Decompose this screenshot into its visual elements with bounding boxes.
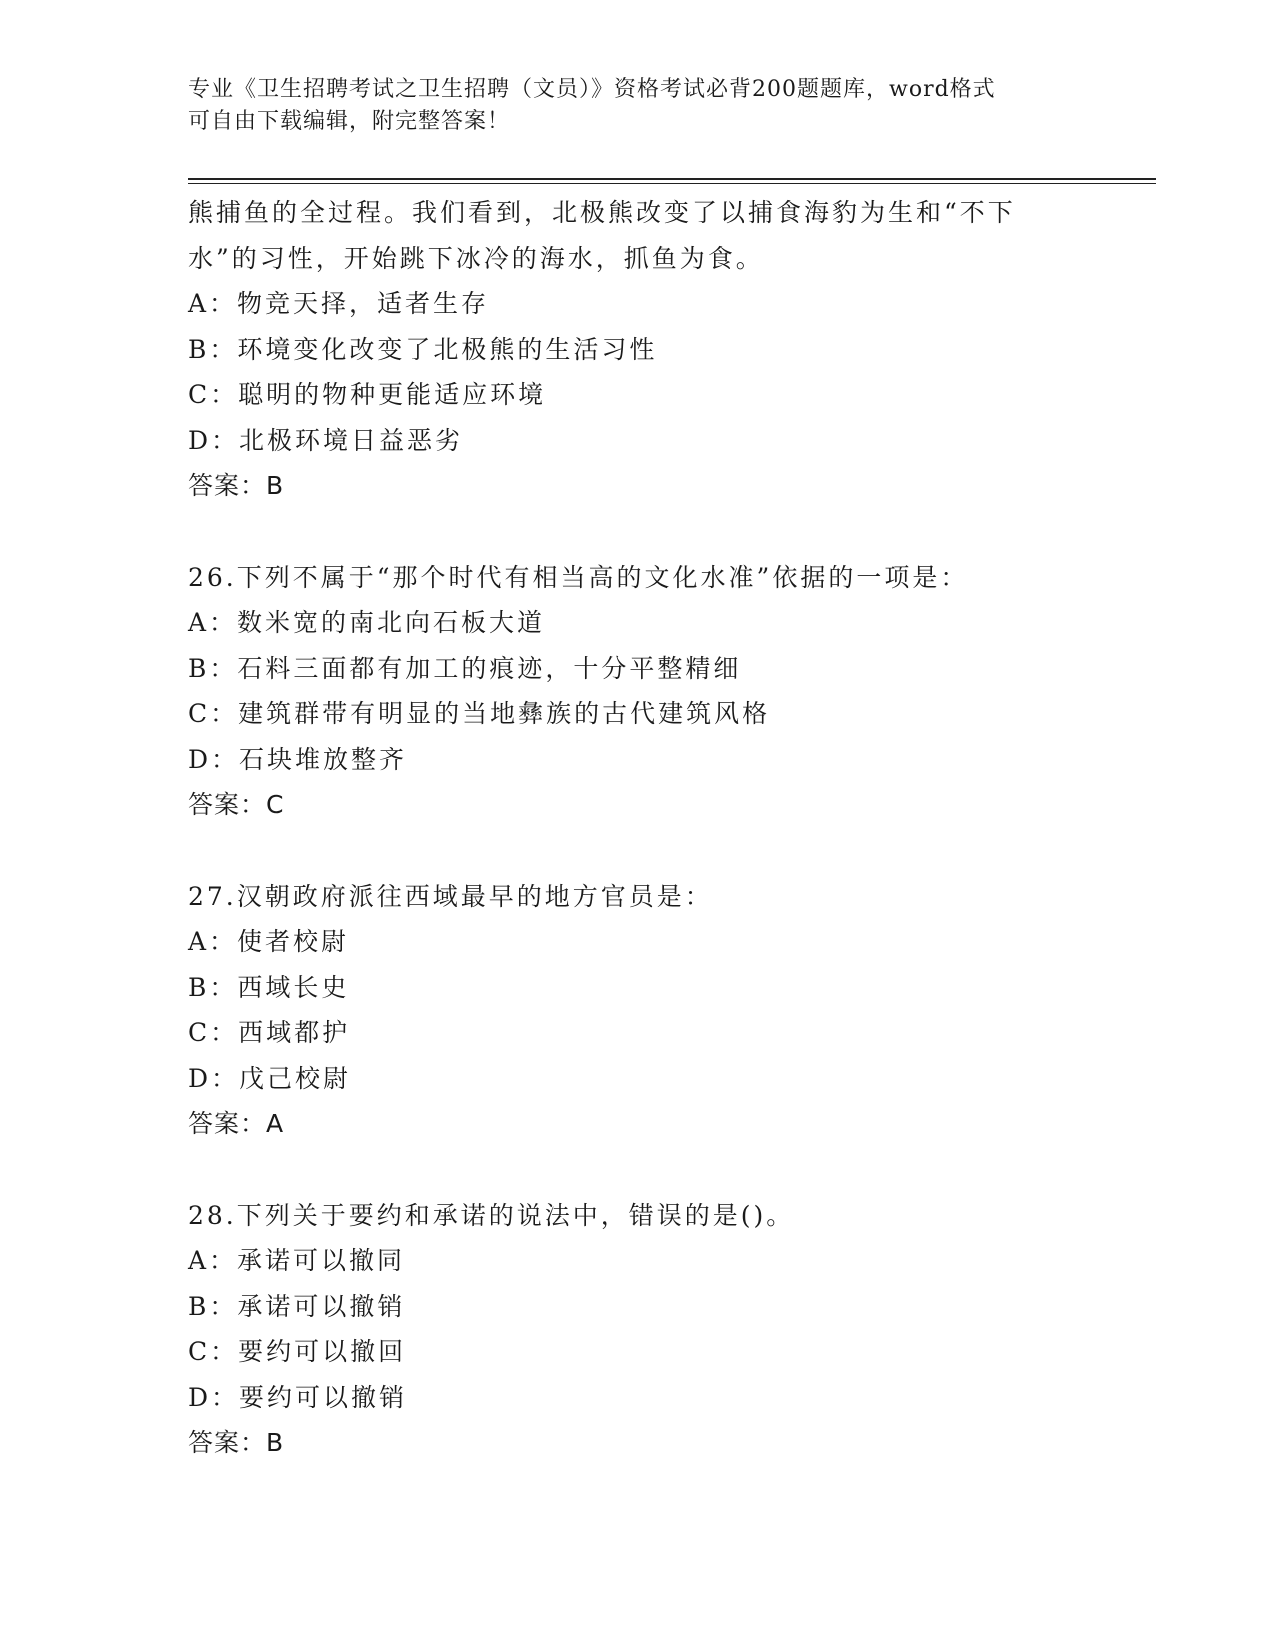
question-gap bbox=[188, 509, 1088, 555]
option-a: A：物竞天择，适者生存 bbox=[188, 289, 490, 318]
answer-line: 答案：A bbox=[188, 1109, 285, 1138]
option-b: B：西域长史 bbox=[188, 972, 350, 1002]
answer-line: 答案：C bbox=[188, 790, 285, 819]
question-gap bbox=[188, 828, 1088, 874]
option-b: B：承诺可以撤销 bbox=[188, 1291, 406, 1321]
header-rule-thick bbox=[188, 178, 1156, 180]
option-d: D：要约可以撤销 bbox=[188, 1382, 408, 1412]
option-c: C：聪明的物种更能适应环境 bbox=[188, 380, 547, 409]
option-c: C：要约可以撤回 bbox=[188, 1337, 407, 1366]
question-stem-line: 水”的习性，开始跳下冰冷的海水，抓鱼为食。 bbox=[188, 243, 764, 273]
option-a: A：使者校尉 bbox=[188, 927, 350, 956]
question-content bbox=[188, 190, 1088, 1466]
option-b: B：石料三面都有加工的痕迹，十分平整精细 bbox=[188, 653, 742, 683]
option-d: D：北极环境日益恶劣 bbox=[188, 425, 464, 455]
question-stem-line: 熊捕鱼的全过程。我们看到，北极熊改变了以捕食海豹为生和“不下 bbox=[188, 198, 1016, 227]
option-a: A：数米宽的南北向石板大道 bbox=[188, 608, 546, 637]
option-c: C：建筑群带有明显的当地彝族的古代建筑风格 bbox=[188, 699, 771, 728]
document-header bbox=[188, 74, 1088, 138]
question-block-27 bbox=[188, 874, 1088, 1147]
header-line-1: 专业《卫生招聘考试之卫生招聘（文员）》资格考试必背200题题库，word格式 bbox=[188, 77, 996, 102]
question-stem: 27.汉朝政府派往西域最早的地方官员是： bbox=[188, 881, 713, 911]
header-line-2: 可自由下载编辑，附完整答案！ bbox=[188, 109, 511, 134]
question-stem: 28.下列关于要约和承诺的说法中，错误的是()。 bbox=[188, 1200, 795, 1230]
answer-line: 答案：B bbox=[188, 471, 285, 500]
answer-line: 答案：B bbox=[188, 1428, 285, 1457]
option-a: A：承诺可以撤同 bbox=[188, 1246, 406, 1275]
option-d: D：石块堆放整齐 bbox=[188, 744, 408, 774]
option-b: B：环境变化改变了北极熊的生活习性 bbox=[188, 334, 658, 364]
question-gap bbox=[188, 1147, 1088, 1193]
question-block-26 bbox=[188, 555, 1088, 828]
question-block-28 bbox=[188, 1193, 1088, 1466]
question-stem: 26.下列不属于“那个时代有相当高的文化水准”依据的一项是： bbox=[188, 562, 969, 592]
option-c: C：西域都护 bbox=[188, 1018, 351, 1047]
header-rule-thin bbox=[188, 183, 1156, 184]
option-d: D：戊己校尉 bbox=[188, 1063, 352, 1093]
question-block-25-continuation bbox=[188, 190, 1088, 509]
